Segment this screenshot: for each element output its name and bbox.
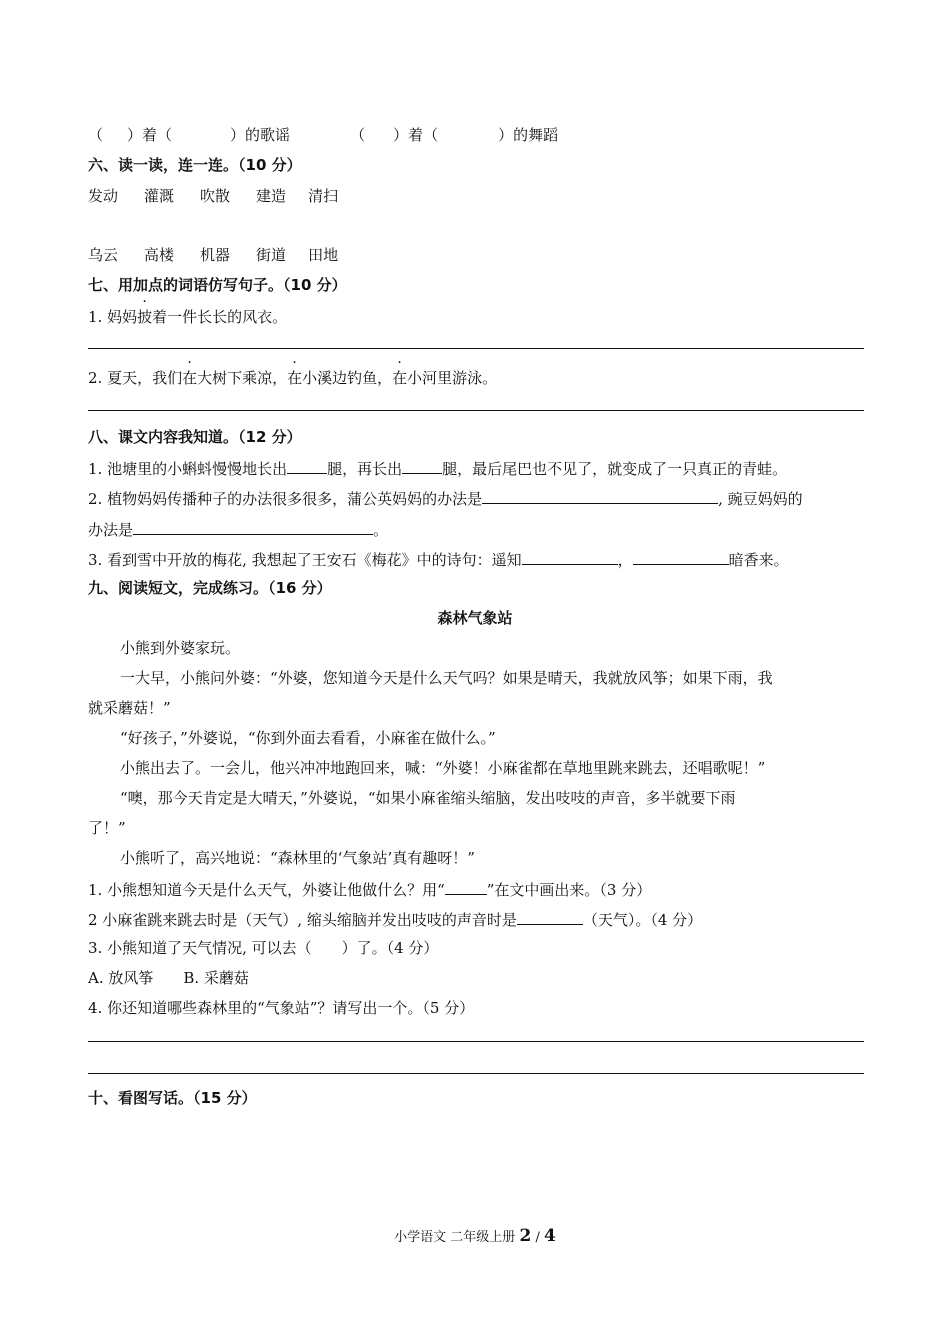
passage-paragraph: “噢，那今天肯定是大晴天，”外婆说，“如果小麻雀缩头缩脑，发出吱吱的声音，多半就要下雨	[120, 789, 736, 807]
section8-q1: 1. 池塘里的小蝌蚪慢慢地长出 腿，再长出 腿，最后尾巴也不见了，就变成了一只真正的青蛙。	[88, 457, 787, 479]
dotted-word: 在	[182, 369, 198, 387]
blank[interactable]	[633, 548, 729, 565]
match-word[interactable]: 灌溉	[144, 187, 175, 205]
fill-in-line-top: （ ）着（ ）的歌谣 （ ）着（ ）的舞蹈	[88, 126, 559, 144]
match-word[interactable]: 清扫	[308, 187, 339, 205]
option-b[interactable]: B. 采蘑菇	[183, 969, 249, 987]
section9-q2: 2 小麻雀跳来跳去时是（天气）, 缩头缩脑并发出吱吱的声音时是 （天气）。（4 分）	[88, 908, 702, 930]
page-separator: /	[535, 1230, 540, 1245]
passage-title: 森林气象站	[437, 609, 513, 627]
dotted-word: 披	[137, 308, 153, 326]
match-word[interactable]: 建造	[256, 187, 287, 205]
section9-q1: 1. 小熊想知道今天是什么天气，外婆让他做什么？用“ ”在文中画出来。（3 分）	[88, 878, 651, 900]
blank[interactable]	[287, 457, 327, 474]
section10-heading: 十、看图写话。（15 分）	[88, 1089, 257, 1107]
passage-paragraph-cont: 就采蘑菇！”	[88, 699, 171, 717]
section8-heading: 八、课文内容我知道。（12 分）	[88, 428, 302, 446]
passage-paragraph: 小熊出去了。一会儿，他兴冲冲地跑回来，喊：“外婆！小麻雀都在草地里跳来跳去，还唱歌呢！”	[120, 759, 766, 777]
section9-heading: 九、阅读短文，完成练习。（16 分）	[88, 579, 332, 597]
option-a[interactable]: A. 放风筝	[88, 969, 154, 987]
passage-paragraph: 小熊听了，高兴地说：“森林里的‘气象站’真有趣呀！”	[120, 849, 475, 867]
page-total: 4	[543, 1226, 556, 1246]
match-word[interactable]: 吹散	[200, 187, 231, 205]
blank[interactable]	[402, 457, 442, 474]
section7-heading: 七、用加点的词语仿写句子。（10 分）	[88, 276, 347, 294]
dotted-word: 在	[392, 369, 408, 387]
blank[interactable]	[522, 548, 618, 565]
answer-line[interactable]	[88, 348, 864, 349]
match-word[interactable]: 田地	[308, 246, 339, 264]
match-word[interactable]: 发动	[88, 187, 119, 205]
footer-label: 小学语文 二年级上册	[394, 1230, 516, 1245]
section6-heading: 六、读一读，连一连。（10 分）	[88, 156, 302, 174]
answer-line[interactable]	[88, 1041, 864, 1042]
match-row-verbs	[88, 186, 338, 206]
section9-q3-options	[88, 968, 249, 988]
section7-q1: 1. 妈妈披着一件长长的风衣。	[88, 308, 288, 326]
page-number: 2	[519, 1226, 532, 1246]
blank[interactable]	[133, 518, 373, 535]
blank[interactable]	[445, 878, 487, 895]
passage-paragraph-cont: 了！”	[88, 819, 126, 837]
blank[interactable]	[517, 908, 583, 925]
match-word[interactable]: 街道	[256, 246, 287, 264]
blank[interactable]	[482, 487, 718, 504]
section9-q4: 4. 你还知道哪些森林里的“气象站”？请写出一个。（5 分）	[88, 999, 475, 1017]
section8-q3: 3. 看到雪中开放的梅花, 我想起了王安石《梅花》中的诗句：遥知 ， 暗香来。	[88, 548, 789, 570]
passage-paragraph: “好孩子，”外婆说，“你到外面去看看，小麻雀在做什么。”	[120, 729, 496, 747]
page-footer	[0, 1226, 950, 1246]
section7-q2: 2. 夏天，我们在大树下乘凉，在小溪边钓鱼，在小河里游泳。	[88, 369, 498, 387]
match-word[interactable]: 机器	[200, 246, 231, 264]
section9-q3: 3. 小熊知道了天气情况, 可以去（ ）了。（4 分）	[88, 939, 439, 957]
answer-line[interactable]	[88, 410, 864, 411]
passage-paragraph: 一大早，小熊问外婆：“外婆，您知道今天是什么天气吗？如果是晴天，我就放风筝；如果下雨，我	[120, 669, 773, 687]
section8-q2-line1: 2. 植物妈妈传播种子的办法很多很多，蒲公英妈妈的办法是 , 豌豆妈妈的	[88, 487, 803, 509]
section8-q2-line2: 办法是 。	[88, 518, 388, 540]
dotted-word: 在	[287, 369, 303, 387]
match-word[interactable]: 高楼	[144, 246, 175, 264]
match-row-nouns	[88, 245, 338, 265]
answer-line[interactable]	[88, 1073, 864, 1074]
passage-paragraph: 小熊到外婆家玩。	[120, 639, 241, 657]
match-word[interactable]: 乌云	[88, 246, 119, 264]
